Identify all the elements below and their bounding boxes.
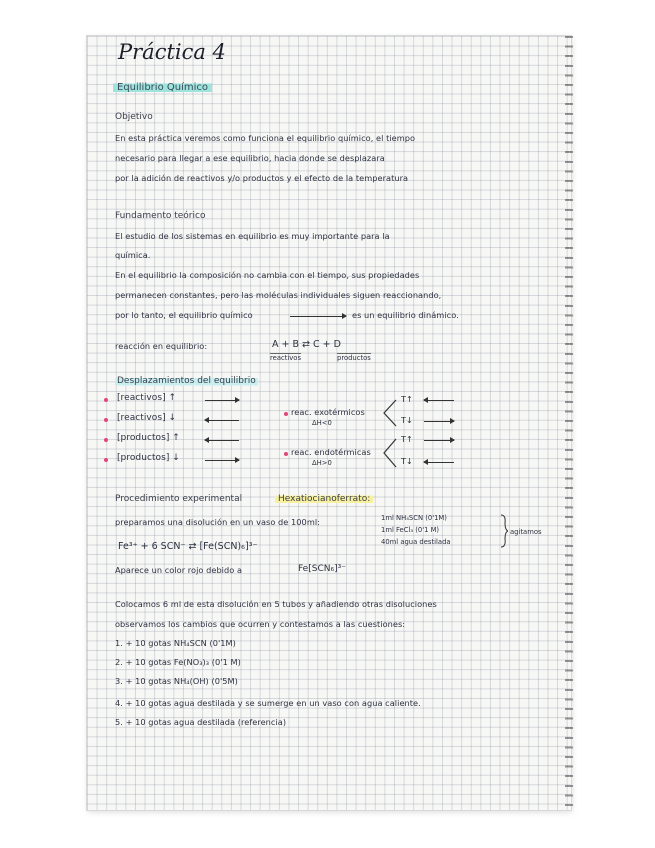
arrow-right (424, 440, 454, 441)
arrow-right (205, 400, 239, 401)
prep-item-1: 1ml NH₄SCN (0'1M) (381, 514, 447, 522)
arrow-left (205, 420, 239, 421)
bullet (104, 398, 108, 402)
desp-item-4: [productos] ↓ (117, 453, 180, 463)
fundamento-heading: Fundamento teórico (115, 211, 206, 221)
objetivo-heading: Objetivo (115, 112, 153, 122)
colocamos-line-2: observamos los cambios que ocurren y contestamos a las cuestiones: (115, 619, 406, 629)
desp-item-1: [reactivos] ↑ (117, 393, 177, 403)
brace-right (500, 514, 508, 548)
section-subtitle: Equilibrio Químico (113, 82, 212, 93)
exo-t-down: T↓ (401, 415, 413, 425)
reaccion-label: reacción en equilibrio: (115, 341, 208, 351)
tubo-1: 1. + 10 gotas NH₄SCN (0'1M) (115, 638, 236, 648)
bullet (284, 412, 288, 416)
tubo-5: 5. + 10 gotas agua destilada (referencia) (115, 717, 287, 727)
objetivo-line-3: por la adición de reactivos y/o productos y el efecto de la temperatura (115, 173, 409, 183)
objetivo-line-1: En esta práctica veremos como funciona el equilibrio químico, el tiempo (115, 133, 416, 143)
exo-label: reac. exotérmicos (291, 407, 365, 417)
fundamento-line-5-end: es un equilibrio dinámico. (352, 310, 459, 320)
objetivo-line-2: necesario para llegar a ese equilibrio, hacia donde se desplazara (115, 153, 385, 163)
arrow-right (290, 316, 346, 317)
fundamento-line-1: El estudio de los sistemas en equilibrio es muy importante para la (115, 231, 390, 241)
spiral-binding (565, 36, 573, 810)
bullet (284, 452, 288, 456)
exo-t-up: T↑ (401, 394, 413, 404)
reaccion-equation: A + B ⇄ C + D (272, 339, 341, 350)
desplazamientos-heading: Desplazamientos del equilibrio (117, 376, 256, 386)
desp-item-3: [productos] ↑ (117, 433, 180, 443)
prep-item-3: 40ml agua destilada (381, 538, 451, 546)
arrow-left (205, 440, 239, 441)
desp-item-2: [reactivos] ↓ (117, 413, 177, 423)
page-title: Práctica 4 (118, 40, 226, 64)
exo-dh: ΔH<0 (312, 419, 332, 427)
brace-exo (382, 398, 398, 428)
fundamento-line-5: por lo tanto, el equilibrio químico (115, 310, 253, 320)
bullet (104, 458, 108, 462)
aparece-line: Aparece un color rojo debido a (115, 565, 243, 575)
reaction-equation: Fe³⁺ + 6 SCN⁻ ⇄ [Fe(SCN)₆]³⁻ (118, 541, 258, 552)
endo-t-up: T↑ (401, 434, 413, 444)
colocamos-line-1: Colocamos 6 ml de esta disolución en 5 tubos y añadiendo otras disoluciones (115, 599, 437, 609)
complejo: Fe[SCN₆]³⁻ (298, 564, 346, 574)
tubo-3: 3. + 10 gotas NH₄(OH) (0'5M) (115, 676, 238, 686)
agitamos-label: agitamos (510, 528, 542, 536)
endo-dh: ΔH>0 (312, 459, 332, 467)
productos-label: productos (337, 354, 371, 362)
arrow-left (424, 462, 454, 463)
bullet (104, 418, 108, 422)
endo-t-down: T↓ (401, 456, 413, 466)
arrow-right (424, 421, 454, 422)
arrow-right (205, 460, 239, 461)
brace-endo (382, 437, 398, 469)
prep-line: preparamos una disolución en un vaso de 100ml: (115, 517, 320, 527)
bullet (104, 438, 108, 442)
reactivos-label: reactivos (270, 354, 302, 362)
fundamento-line-2: química. (115, 250, 151, 260)
fundamento-line-4: permanecen constantes, pero las moléculas individuales siguen reaccionando, (115, 290, 442, 300)
tubo-4: 4. + 10 gotas agua destilada y se sumerge en un vaso con agua caliente. (115, 698, 421, 708)
prep-item-2: 1ml FeCl₃ (0'1 M) (381, 526, 440, 534)
procedimiento-heading: Procedimiento experimental (115, 494, 243, 504)
arrow-left (424, 400, 454, 401)
procedimiento-highlight: Hexatiocianoferrato: (275, 494, 373, 504)
tubo-2: 2. + 10 gotas Fe(NO₃)₃ (0'1 M) (115, 657, 241, 667)
fundamento-line-3: En el equilibrio la composición no cambia con el tiempo, sus propiedades (115, 270, 420, 280)
endo-label: reac. endotérmicas (291, 447, 371, 457)
